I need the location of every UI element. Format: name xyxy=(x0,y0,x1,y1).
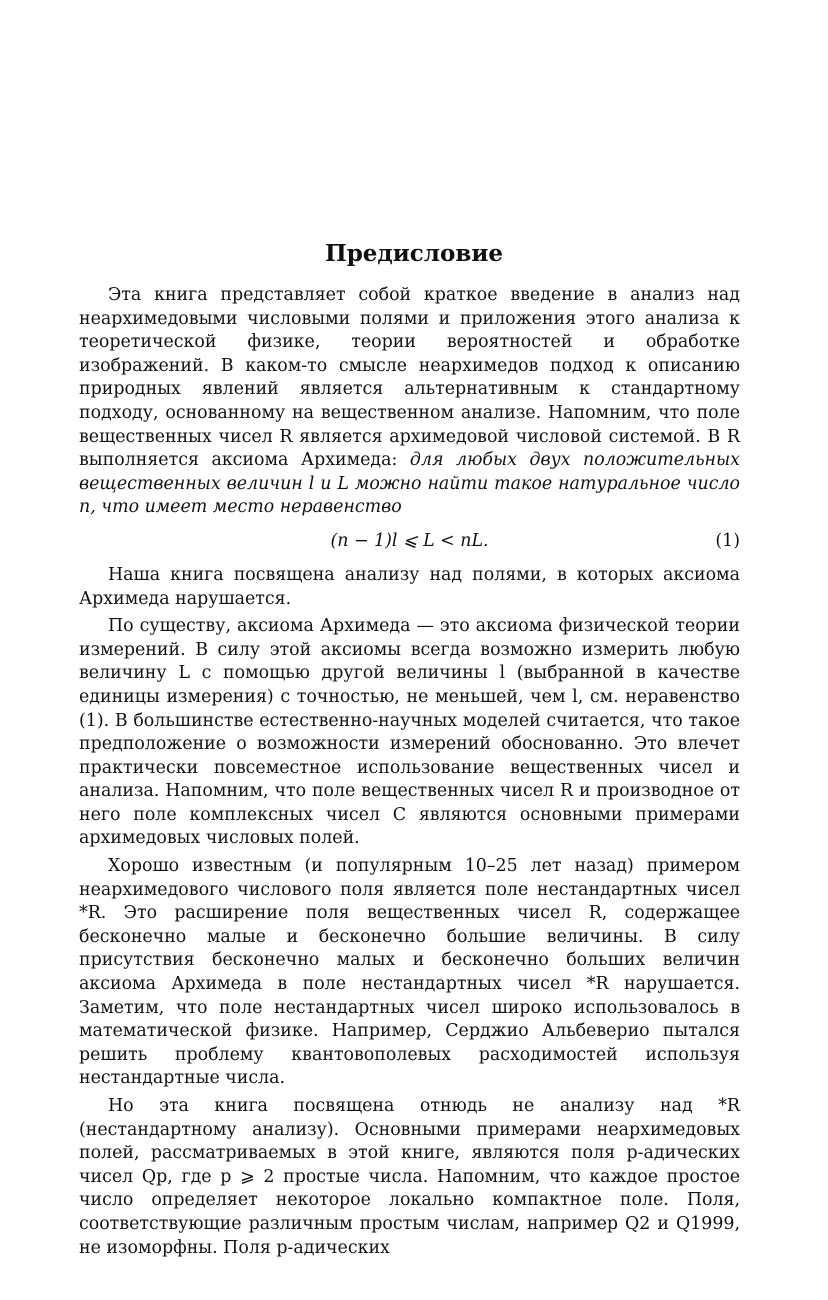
paragraph-intro-lead: Эта книга представляет собой краткое введение в анализ над неархимедовыми числовыми полями и приложения этого анализа к теоретической физике, теории вероятностей и обработке изображений. В каком-то смысле неархимедов подход к описанию природных явлений является альтернативным к стандартному подходу, основанному на вещественном анализе. Напомним, что поле вещественных чисел R является архимедовой числовой системой. В R выполняется аксиома Архимеда: xyxy=(79,285,740,471)
paragraph-4: Хорошо известным (и популярным 10–25 лет назад) примером неархимедового числового поля является поле нестандартных чисел *R. Это расширение поля вещественных чисел R, содержащее бесконечно малые и бесконечно большие величины. В силу присутствия бесконечно малых и бесконечно больших величин аксиома Архимеда в поле нестандартных чисел *R нарушается. Заметим, что поле нестандартных чисел широко использовалось в математической физике. Например, Серджио Альбеверио пытался решить проблему квантовополевых расходимостей используя нестандартные числа. xyxy=(79,856,740,1089)
body-text xyxy=(79,284,740,1260)
paragraph-intro xyxy=(79,284,740,520)
paragraph-3: По существу, аксиома Архимеда — это аксиома физической теории измерений. В силу этой аксиомы всегда возможно измерить любую величину L с помощью другой величины l (выбранной в качестве единицы измерения) с точностью, не меньшей, чем l, см. неравенство (1). В большинстве естественно-научных моделей считается, что такое предположение о возможности измерений обоснованно. Это влечет практически повсеместное использование вещественных чисел и анализа. Напомним, что поле вещественных чисел R и производное от него поле комплексных чисел C являются основными примерами архимедовых числовых полей. xyxy=(79,616,740,849)
formula-expression: (n − 1)l ⩽ L < nL. xyxy=(330,530,489,551)
paragraph-2: Наша книга посвящена анализу над полями, в которых аксиома Архимеда нарушается. xyxy=(79,564,740,609)
formula-number: (1) xyxy=(715,530,740,551)
page-title: Предисловие xyxy=(324,240,504,267)
inequality-formula xyxy=(79,520,740,564)
paragraph-5: Но эта книга посвящена отнюдь не анализу над *R (нестандартному анализу). Основными примерами неархимедовых полей, рассматриваемых в этой книге, являются поля p-адических чисел Qp, где p ⩾ 2 простые числа. Напомним, что каждое простое число определяет некоторое локально компактное поле. Поля, соответствующие различным простым числам, например Q2 и Q1999, не изоморфны. Поля p-адических xyxy=(79,1096,740,1258)
archimedes-axiom-statement: для любых двух положительных вещественных величин l и L можно найти такое натуральное число n, что имеет место неравенство xyxy=(79,450,740,518)
